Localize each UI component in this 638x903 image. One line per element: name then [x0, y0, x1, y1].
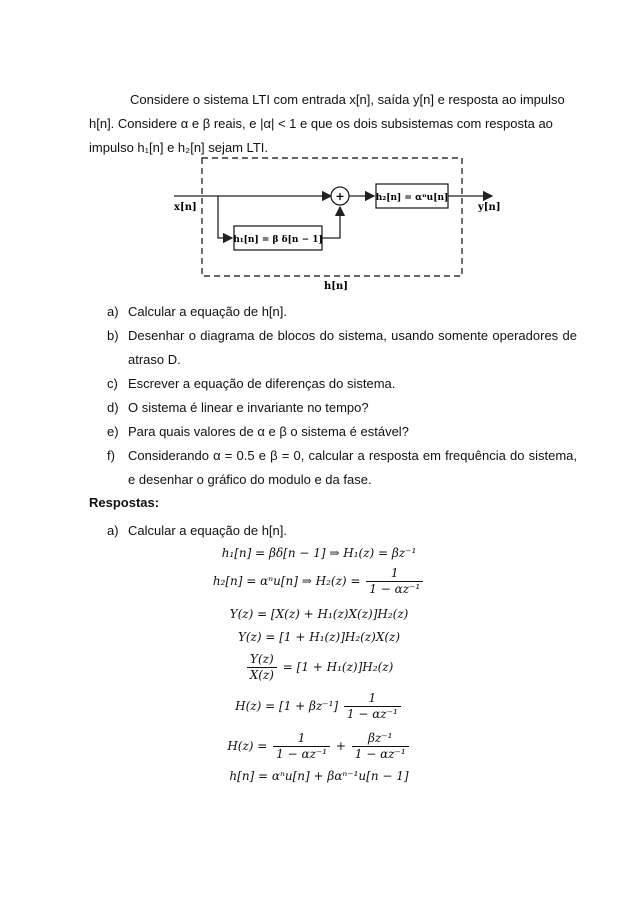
fraction: $\frac{1}{\text{1 − αz⁻¹}}$ [366, 566, 423, 597]
intro-paragraph [89, 88, 577, 160]
intro-line-3: impulso h₁[n] e h₂[n] sejam LTI. [89, 140, 268, 155]
system-label: h[n] [324, 281, 349, 292]
block-diagram [174, 156, 504, 294]
h1-to-adder-line [322, 207, 340, 238]
equation-2: h₂[n] = αⁿu[n] ⇒ H₂(z) = $\frac{1}{\text{1 − αz⁻¹}}$ [0, 566, 638, 597]
answer-item-a: a) Calcular a equação de h[n]. [107, 523, 287, 538]
equation-1: h₁[n] = βδ[n − 1] ⇒ H₁(z) = βz⁻¹ [221, 546, 417, 560]
intro-line-1: Considere o sistema LTI com entrada x[n], saída y[n] e resposta ao impulso [130, 92, 565, 107]
question-item: e) Para quais valores de α e β o sistema é estável? [107, 424, 409, 439]
intro-line-2: h[n]. Considere α e β reais, e |α| < 1 e que os dois subsistemas com resposta ao [89, 116, 553, 131]
block-h2-label: h₂[n] = αⁿu[n] [375, 193, 449, 203]
question-item: c) Escrever a equação de diferenças do sistema. [107, 376, 396, 391]
question-item: f) Considerando α = 0.5 e β = 0, calcular a resposta em frequência do sistema, e desenhar o gráfico do modulo e da fase. [107, 448, 577, 487]
equation-3: Y(z) = [X(z) + H₁(z)X(z)]H₂(z) [229, 607, 409, 621]
output-label: y[n] [478, 202, 501, 213]
block-h1-label: h₁[n] = β δ[n − 1] [233, 235, 323, 245]
fraction: $\frac{1}{\text{1 − αz⁻¹}}$ [273, 731, 330, 762]
question-item: a) Calcular a equação de h[n]. [107, 304, 287, 319]
equation-5: $\frac{Y(z)}{X(z)}$ = [1 + H₁(z)]H₂(z) [0, 652, 638, 683]
fraction: $\frac{Y(z)}{X(z)}$ [247, 652, 277, 683]
question-item: b) Desenhar o diagrama de blocos do sistema, usando somente operadores de atraso D. [107, 328, 577, 367]
equation-6: H(z) = [1 + βz⁻¹] $\frac{1}{\text{1 − αz⁻¹}}$ [0, 691, 638, 722]
equation-7: H(z) = $\frac{1}{\text{1 − αz⁻¹}}$ + $\frac{\text{βz⁻¹}}{\text{1 − αz⁻¹}}$ [0, 731, 638, 762]
equation-8: h[n] = αⁿu[n] + βαⁿ⁻¹u[n − 1] [229, 769, 409, 783]
answers-title: Respostas: [89, 495, 160, 510]
adder-symbol: + [335, 190, 345, 203]
input-label: x[n] [174, 202, 197, 213]
branch-to-h1-line [218, 196, 232, 238]
questions-list [107, 300, 577, 492]
fraction: $\frac{\text{βz⁻¹}}{\text{1 − αz⁻¹}}$ [352, 731, 409, 762]
fraction: $\frac{1}{\text{1 − αz⁻¹}}$ [344, 691, 401, 722]
equation-4: Y(z) = [1 + H₁(z)]H₂(z)X(z) [237, 630, 401, 644]
system-boundary [202, 158, 462, 276]
question-item: d) O sistema é linear e invariante no tempo? [107, 400, 369, 415]
